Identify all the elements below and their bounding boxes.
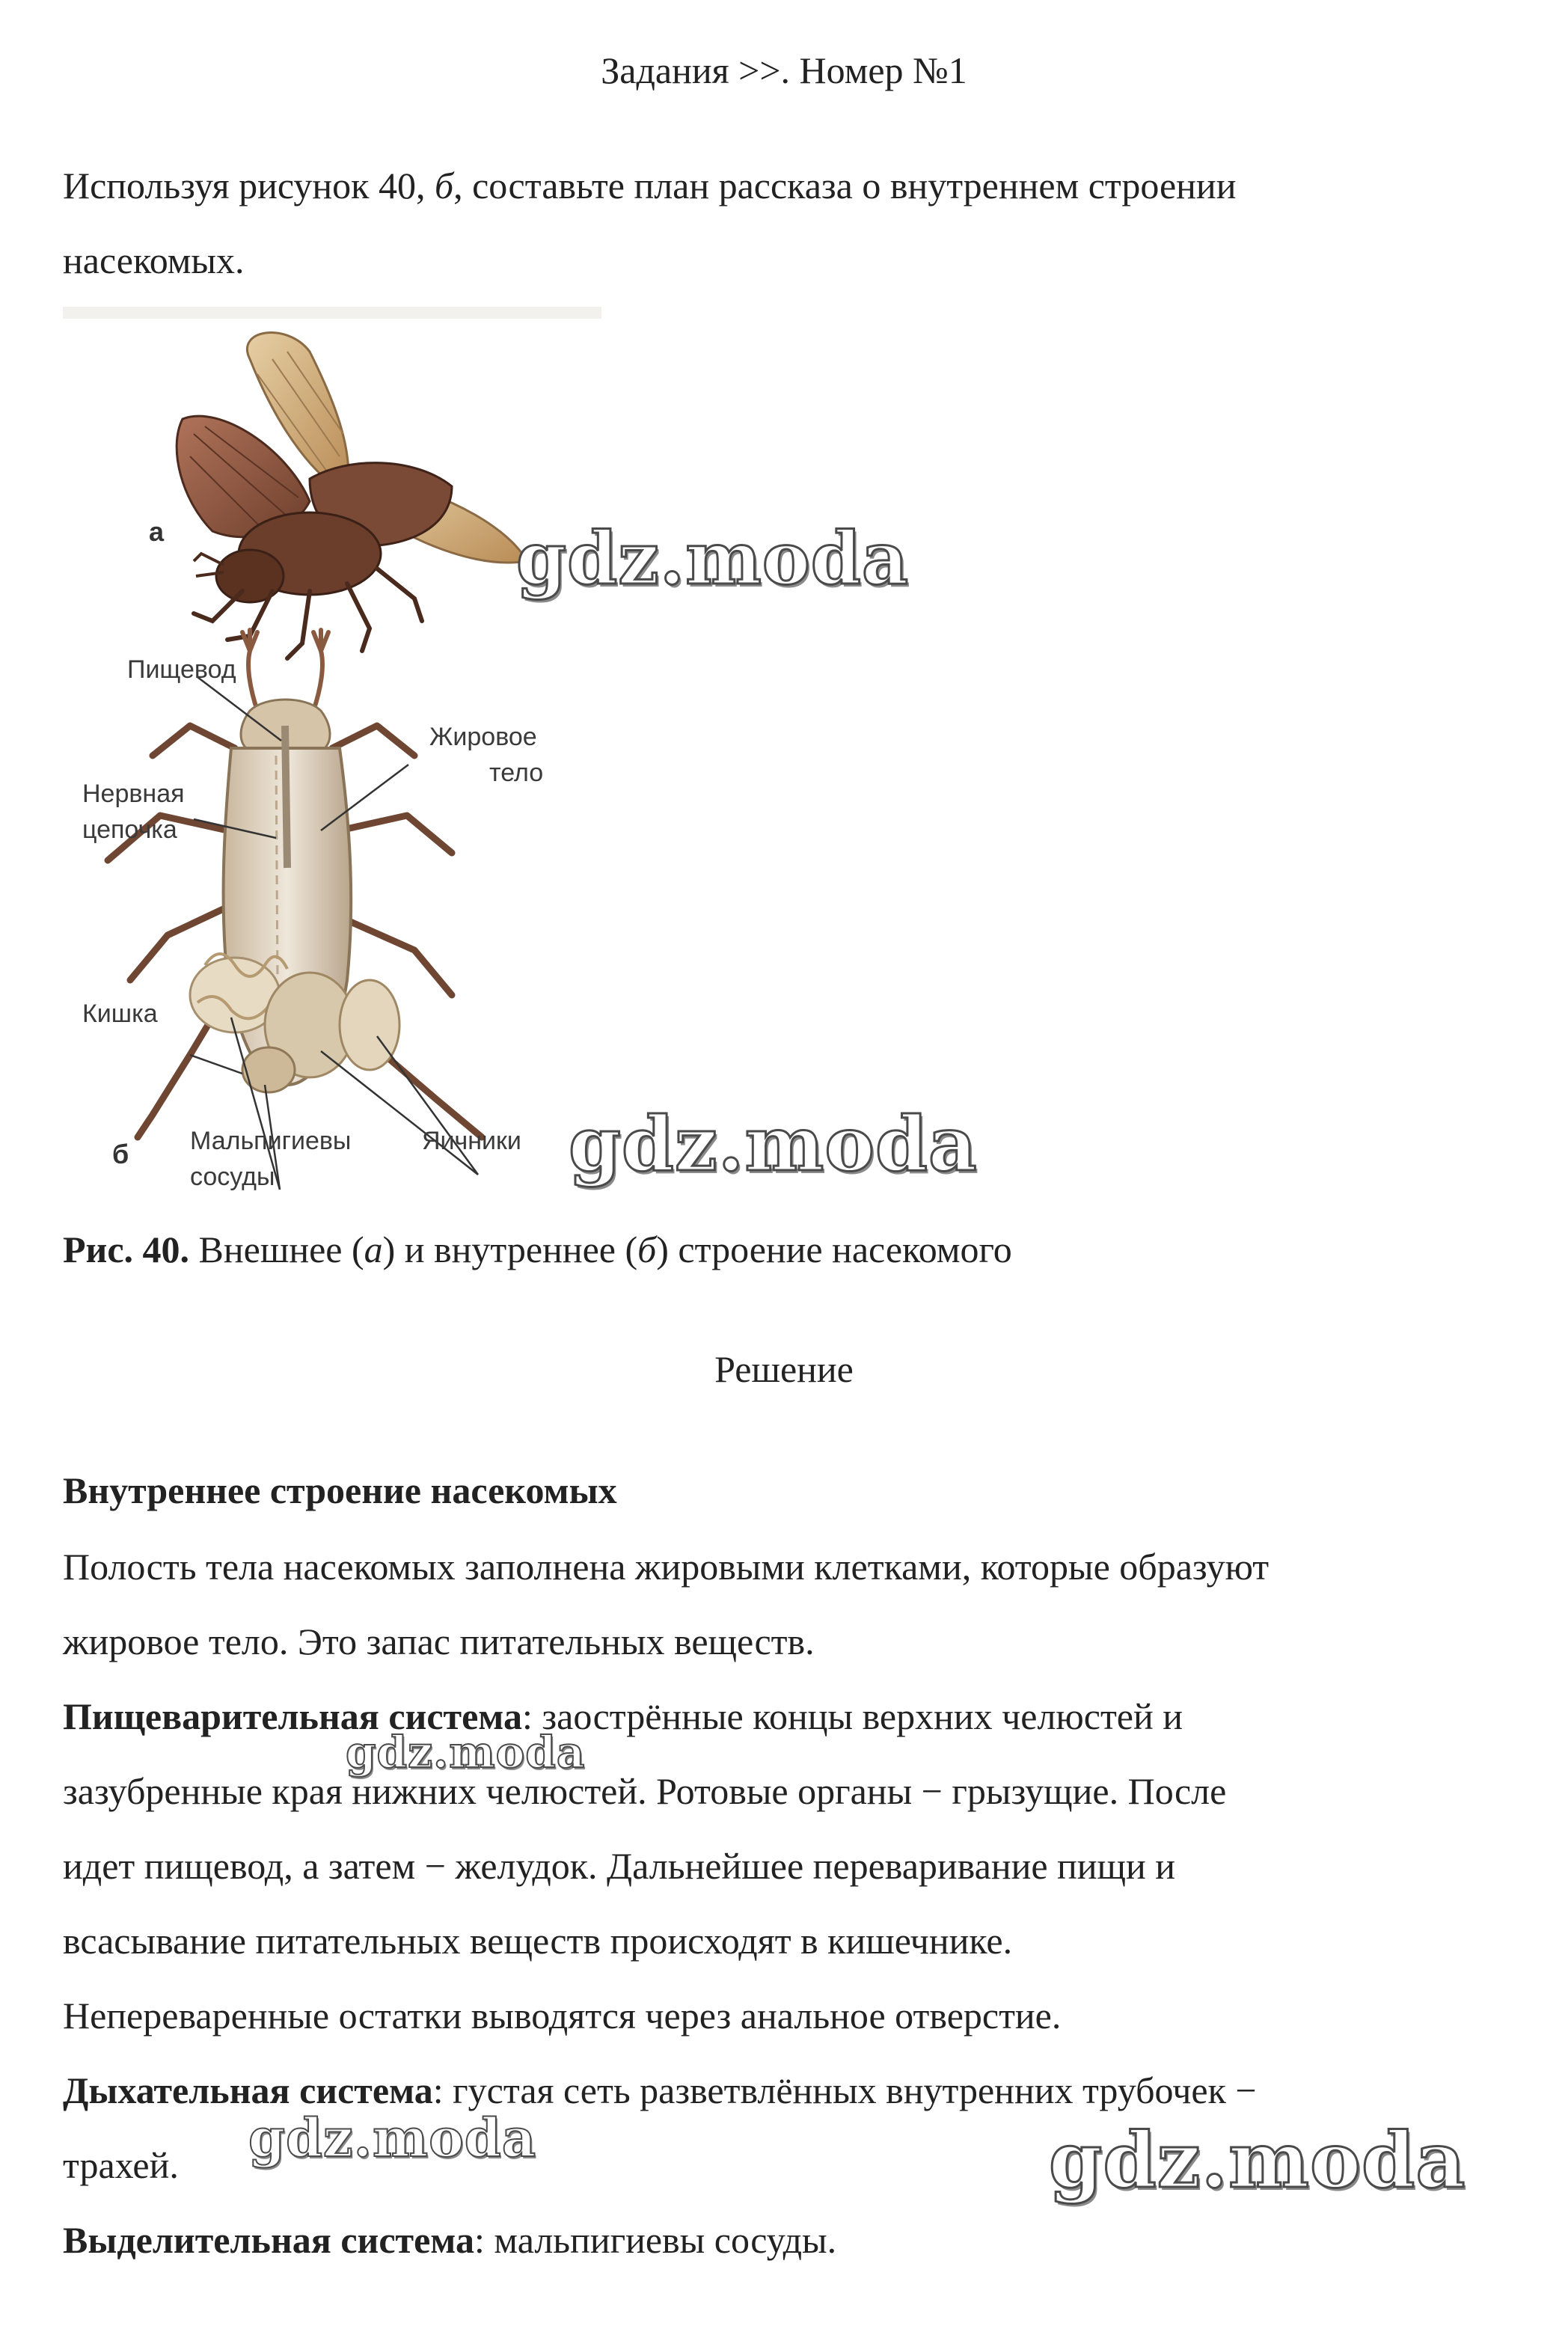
- excretory-title: Выделительная система: [63, 2219, 474, 2261]
- caption-letter-b: б: [637, 1228, 657, 1270]
- figure-label-a: а: [149, 516, 165, 547]
- figure-label-b: б: [112, 1139, 129, 1169]
- beetle-external-view: [177, 333, 527, 658]
- caption-part-3: ) строение насекомого: [656, 1228, 1012, 1270]
- figure-caption: [63, 1227, 1012, 1272]
- task-text-cont: , составьте план рассказа о внутреннем строении: [453, 165, 1237, 206]
- caption-part-1: Внешнее (: [189, 1228, 364, 1270]
- digestive-line-2: зазубренные края нижних челюстей. Ротовые органы − грызущие. После: [63, 1770, 1227, 1812]
- figure-top-band: [63, 307, 601, 319]
- caption-figure-number: Рис. 40.: [63, 1228, 190, 1270]
- digestive-line-3: идет пищевод, а затем − желудок. Дальнейшее переваривание пищи и: [63, 1845, 1176, 1887]
- body-line-2: жировое тело. Это запас питательных веществ.: [63, 1621, 815, 1662]
- digestive-line-4: всасывание питательных веществ происходят в кишечнике.: [63, 1920, 1013, 1962]
- label-ovaries: Яичники: [422, 1127, 521, 1155]
- watermark-logo: gdz.moda: [516, 516, 910, 601]
- label-esophagus: Пищевод: [127, 655, 236, 684]
- excretory-line: [63, 2218, 836, 2262]
- task-line-1: [63, 163, 1236, 208]
- label-malpighian-1: Мальпигиевы: [190, 1127, 352, 1155]
- solution-heading: Решение: [714, 1348, 854, 1390]
- digestive-line-1: [63, 1694, 1183, 1739]
- page-header: Задания >>. Номер №1: [601, 49, 967, 91]
- task-line-2: насекомых.: [63, 239, 245, 281]
- respiratory-line-1: [63, 2068, 1257, 2113]
- label-gut: Кишка: [82, 1000, 158, 1028]
- section-title: Внутреннее строение насекомых: [63, 1469, 617, 1511]
- organs-cluster: [190, 954, 399, 1092]
- digestive-text-1: : заострённые концы верхних челюстей и: [522, 1695, 1183, 1737]
- caption-part-2: ) и внутреннее (: [382, 1228, 638, 1270]
- excretory-text: : мальпигиевы сосуды.: [474, 2219, 837, 2261]
- digestive-line-5: Непереваренные остатки выводятся через анальное отверстие.: [63, 1995, 1062, 2036]
- respiratory-title: Дыхательная система: [63, 2069, 433, 2111]
- label-fat-body-2: тело: [489, 759, 544, 787]
- label-fat-body-1: Жировое: [429, 723, 537, 751]
- digestive-title: Пищеварительная система: [63, 1695, 522, 1737]
- insect-internal-view: [108, 630, 482, 1190]
- caption-letter-a: а: [364, 1228, 383, 1270]
- task-text: Используя рисунок 40,: [63, 165, 435, 206]
- respiratory-line-2: трахей.: [63, 2144, 179, 2186]
- label-nerve-chain-1: Нервная: [82, 780, 185, 808]
- body-line-1: Полость тела насекомых заполнена жировыми клетками, которые образуют: [63, 1546, 1270, 1588]
- respiratory-text-1: : густая сеть разветвлённых внутренних трубочек −: [432, 2069, 1257, 2111]
- watermark-logo: gdz.moda: [1049, 2116, 1466, 2206]
- label-malpighian-2: сосуды: [190, 1163, 275, 1191]
- watermark-logo: gdz.moda: [346, 1727, 586, 1778]
- watermark-logo: gdz.moda: [569, 1100, 978, 1188]
- label-nerve-chain-2: цепочка: [82, 815, 177, 844]
- watermark-logo: gdz.moda: [248, 2107, 537, 2169]
- insect-figure: [63, 307, 601, 1197]
- task-figure-ref: б: [434, 165, 454, 206]
